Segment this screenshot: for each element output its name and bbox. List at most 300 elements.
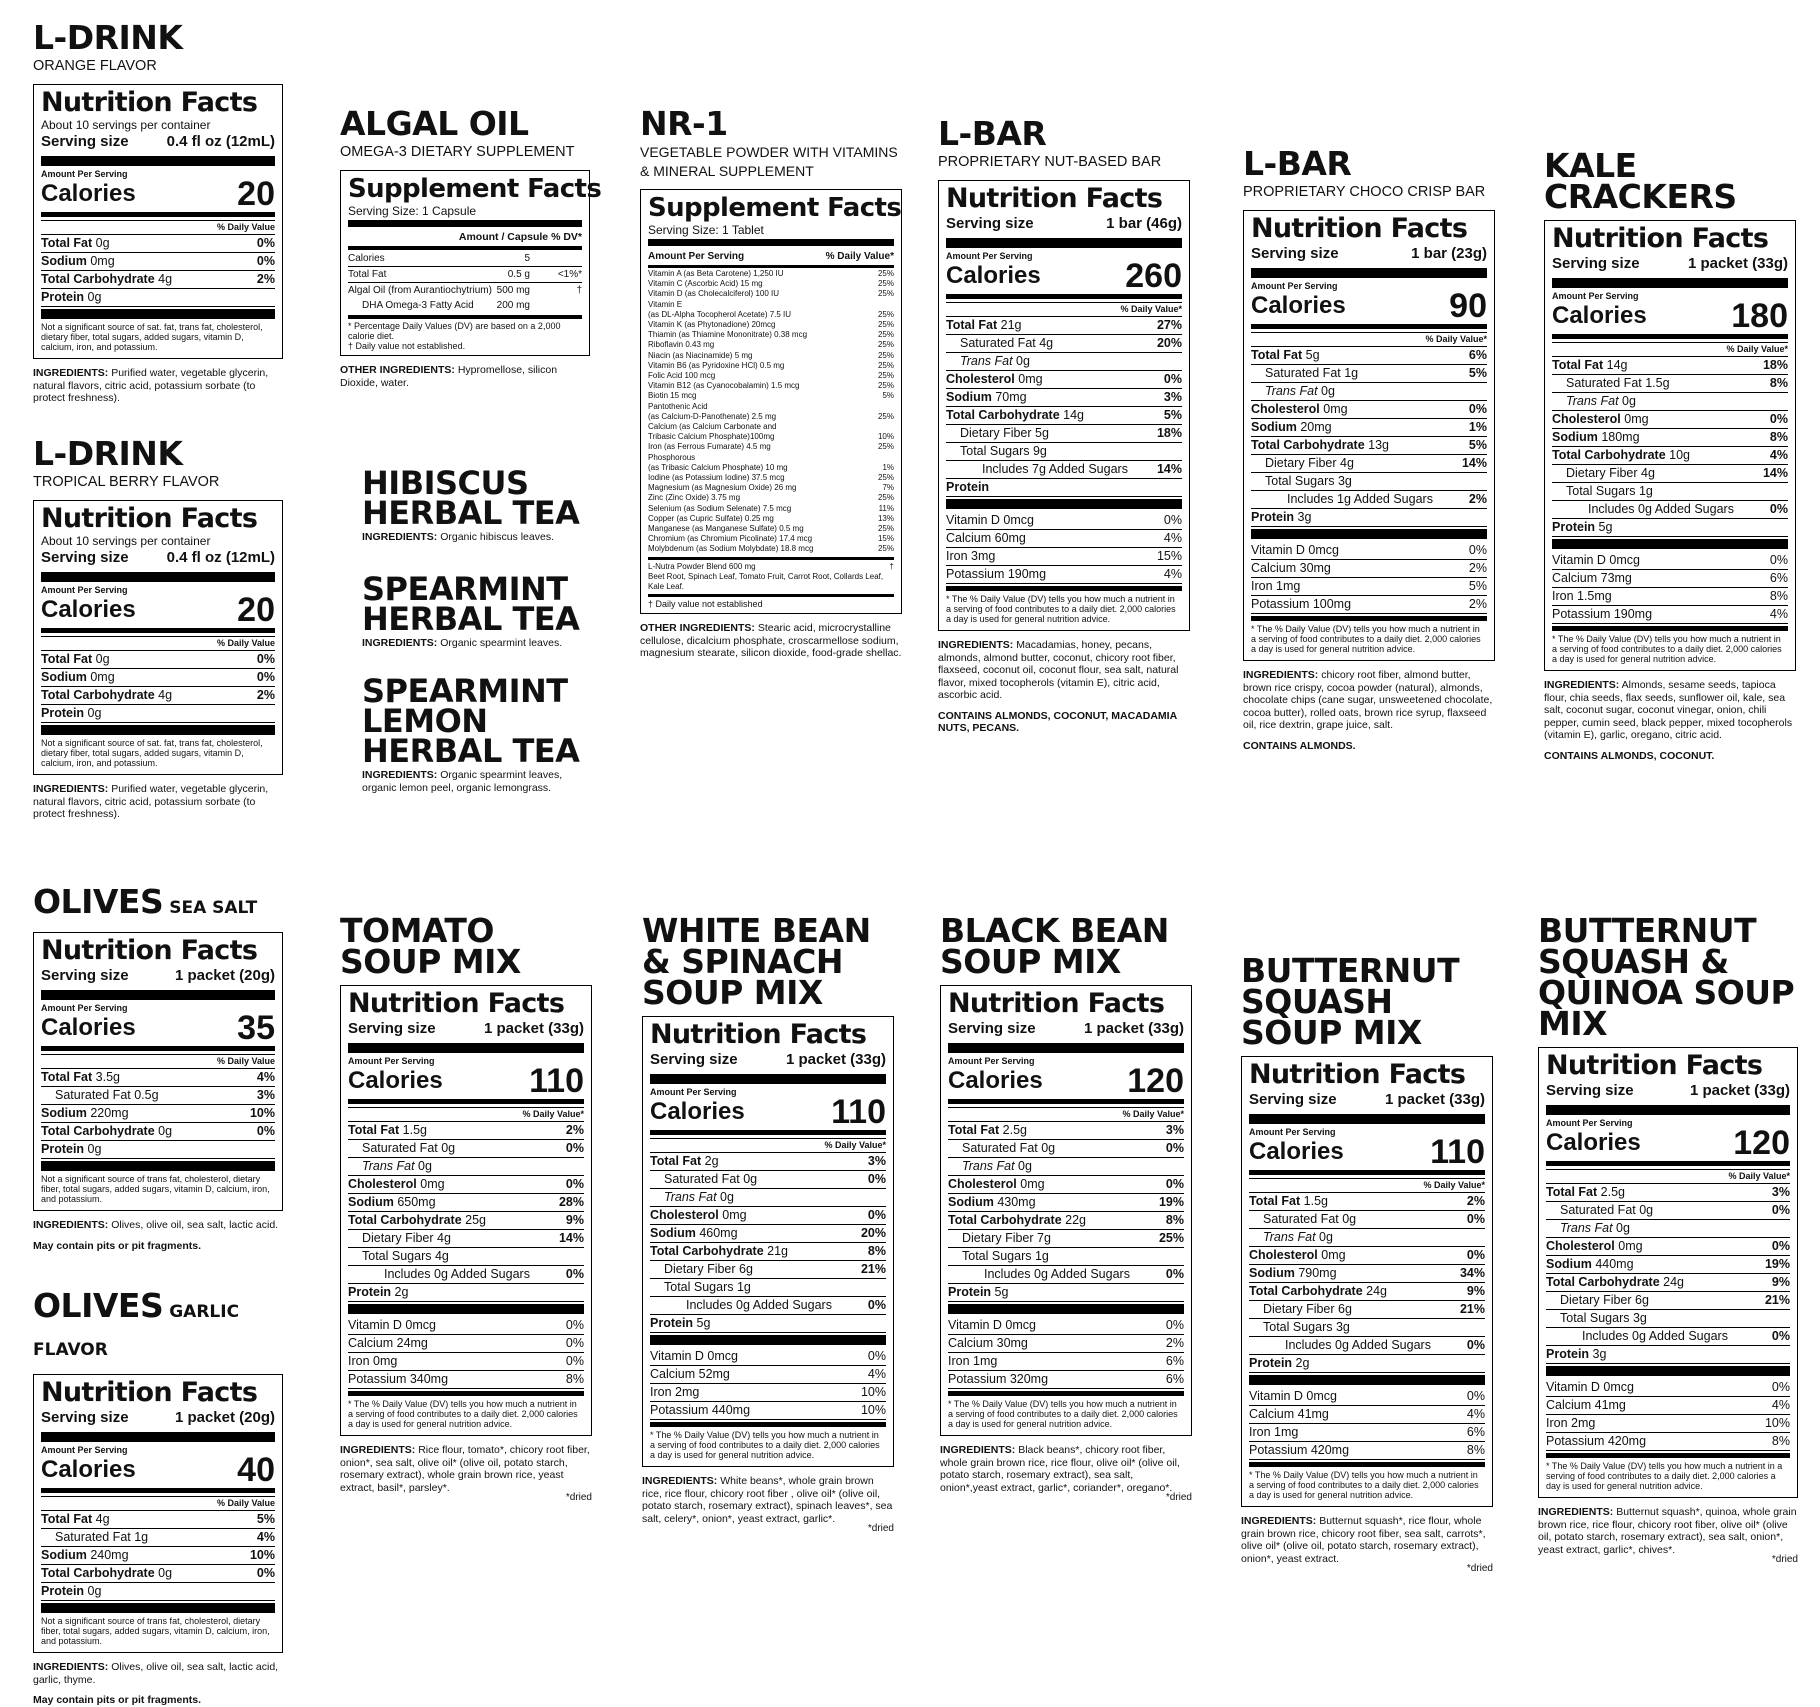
- divider-medium: [650, 1422, 886, 1427]
- vitamin-row: [1251, 596, 1487, 614]
- nutrient-row: [1546, 1238, 1790, 1256]
- ingredients-text: Organic spearmint leaves.: [440, 637, 563, 649]
- nutrient-name: [948, 1158, 1032, 1175]
- amount-per-serving: Amount Per Serving: [348, 1056, 435, 1066]
- calories-value: 110: [831, 1093, 886, 1131]
- nutrient-row: [1546, 1256, 1790, 1274]
- nutrient-amount: 4g: [437, 1231, 451, 1245]
- footnote: Not a significant source of trans fat, cholesterol, dietary fiber, total sugars, added sugars, vitamin D, calcium, iron, and potassium.: [41, 1174, 270, 1204]
- nutrient-amount: 1g: [134, 1530, 149, 1544]
- nutrient-dv: 28%: [558, 1195, 584, 1209]
- vitamin-name: Potassium 420mg: [1249, 1443, 1350, 1457]
- dv-footnote: * The % Daily Value (DV) tells you how much a nutrient in a serving of food contributes to a daily diet. 2,000 calories a day is used for general nutrition advice.: [650, 1430, 880, 1460]
- vitamin-row: [1251, 542, 1487, 560]
- blend: [648, 562, 894, 593]
- product-title: TOMATO SOUP MIX: [340, 911, 521, 981]
- nutrient-label: Total Fat: [650, 1154, 702, 1168]
- calories-label: Calories: [1552, 302, 1647, 329]
- ingredients-text: Olives, olive oil, sea salt, lactic acid.: [111, 1219, 279, 1231]
- supplement-rows: [648, 269, 894, 555]
- nutrient-name: [946, 371, 1043, 388]
- nutrient-name: [1251, 383, 1335, 400]
- supplement-dv: 25%: [877, 381, 894, 391]
- dv-footnote: * The % Daily Value (DV) tells you how much a nutrient in a serving of food contributes to a daily diet. 2,000 calories a day is used for general nutrition advice.: [348, 1399, 578, 1429]
- nutrient-label: Total Carbohydrate: [41, 272, 155, 286]
- footnote: Not a significant source of sat. fat, trans fat, cholesterol, dietary fiber, total sugars, added sugars, vitamin D, calcium, iron, and potassium.: [41, 738, 263, 768]
- nutrient-dv: 6%: [1468, 348, 1487, 362]
- nutrient-name: [1249, 1283, 1387, 1300]
- nutrient-row: [348, 1230, 584, 1248]
- nutrient-row: [41, 705, 275, 723]
- serving-size-value: 1 packet (20g): [174, 967, 275, 984]
- nutrient-dv: 10%: [249, 1548, 275, 1562]
- nutrient-name: [41, 1069, 120, 1086]
- nutrient-label: Protein: [41, 1142, 85, 1156]
- vitamin-dv: 4%: [1163, 531, 1182, 545]
- product-title: KALE CRACKERS: [1544, 146, 1737, 216]
- nutrient-label: Protein: [348, 1285, 392, 1299]
- nutrient-amount: 3g: [1297, 510, 1312, 524]
- calories-value: 120: [1127, 1062, 1184, 1100]
- nutrient-dv: 0%: [1771, 1239, 1790, 1253]
- calories-value: 110: [1430, 1133, 1485, 1171]
- daily-value-header: % Daily Value: [41, 1054, 275, 1069]
- nutrient-label: Trans Fat: [664, 1190, 717, 1204]
- nutrient-name: [41, 253, 115, 270]
- nutrient-amount: 0g: [1319, 1230, 1333, 1244]
- nutrient-label: Total Carbohydrate: [348, 1213, 462, 1227]
- vitamin-dv: 2%: [1468, 597, 1487, 611]
- vitamin-name: Vitamin D 0mcg: [650, 1349, 738, 1363]
- divider-thick: [41, 1432, 275, 1442]
- supplement-row: [648, 514, 894, 524]
- nutrient-row: [41, 687, 275, 705]
- nutrient-amount: 790mg: [1298, 1266, 1337, 1280]
- footnote: † Daily value not established: [648, 599, 763, 610]
- nutrient-row: [946, 317, 1182, 335]
- nutrition-facts-panel: [33, 932, 283, 1211]
- divider-medium: [348, 1391, 584, 1396]
- nutrient-amount: 0mg: [90, 670, 115, 684]
- product-name: OLIVES: [33, 1286, 164, 1325]
- ingredients-label: INGREDIENTS:: [938, 639, 1014, 651]
- divider-medium: [1249, 1462, 1485, 1467]
- nutrient-amount: 14g: [1063, 408, 1085, 422]
- divider-thick: [1251, 268, 1487, 278]
- nutrient-name: [1249, 1355, 1309, 1372]
- footnote: Not a significant source of trans fat, cholesterol, dietary fiber, total sugars, added sugars, vitamin D, calcium, iron, and potassium.: [41, 1616, 270, 1646]
- ingredients-text: Rice flour, tomato*, chicory root fiber, onion*, sea salt, olive oil* (olive oil, potato starch, rosemary extract), whole grain brown rice, yeast extract, basil*, parsley*.: [340, 1444, 590, 1494]
- nutrient-dv: 0%: [1466, 1212, 1485, 1226]
- product-title: [33, 1286, 283, 1366]
- nutrient-row: [41, 271, 275, 289]
- supplement-name: Total Fat: [348, 269, 387, 280]
- nutrient-amount: 24g: [1366, 1284, 1388, 1298]
- dried-note: *dried: [1466, 1563, 1493, 1574]
- nutrient-dv: 5%: [1468, 366, 1487, 380]
- footnote: Not a significant source of sat. fat, trans fat, cholesterol, dietary fiber, total sugars, added sugars, vitamin D, calcium, iron, and potassium.: [41, 322, 263, 352]
- nutrient-label: Protein: [41, 290, 85, 304]
- nutrient-amount: 21g: [767, 1244, 789, 1258]
- vitamin-row: [1552, 552, 1788, 570]
- supplement-dv: 7%: [882, 483, 894, 493]
- ingredients-text: Macadamias, honey, pecans, almonds, almond butter, coconut, chicory root fiber, flaxseed, coconut oil, coconut flour, sea salt, natural flavor, mixed tocopherols (vitamin E), citric acid, ascorbic acid.: [938, 639, 1179, 701]
- nutrient-name: [948, 1176, 1045, 1193]
- serving-size-label: Serving size: [41, 133, 129, 150]
- nutrient-dv: 14%: [1762, 466, 1788, 480]
- nutrient-label: Dietary Fiber: [664, 1262, 736, 1276]
- nutrient-label: Sodium: [948, 1195, 994, 1209]
- serving-size-value: 1 packet (33g): [1384, 1091, 1485, 1108]
- supplement-amount: 500 mg: [496, 285, 530, 296]
- calories-value: 110: [529, 1062, 584, 1100]
- nutrition-facts-heading: Nutrition Facts: [348, 988, 565, 1019]
- vitamin-row: [1249, 1424, 1485, 1442]
- divider-thick: [41, 156, 275, 166]
- nutrient-name: [1249, 1265, 1337, 1282]
- serving-size-label: Serving size: [946, 215, 1034, 232]
- divider-thick: [1552, 278, 1788, 288]
- vitamin-dv: 6%: [1769, 571, 1788, 585]
- product-subtitle: TROPICAL BERRY FLAVOR: [33, 474, 220, 490]
- supplement-name: Vitamin E: [648, 299, 683, 309]
- nutrient-row: [1552, 375, 1788, 393]
- nutrient-label: Total Fat: [41, 1512, 93, 1526]
- ingredients-label: INGREDIENTS:: [362, 769, 438, 781]
- nutrient-row: [1251, 347, 1487, 365]
- nutrient-amount: 0g: [87, 290, 102, 304]
- nutrient-amount: 22g: [1065, 1213, 1087, 1227]
- product-subtitle: VEGETABLE POWDER WITH VITAMINS & MINERAL SUPPLEMENT: [640, 144, 898, 179]
- nutrient-row: [1251, 365, 1487, 383]
- nutrient-label: Total Carbohydrate: [1249, 1284, 1363, 1298]
- nutrient-label: Cholesterol: [1249, 1248, 1318, 1262]
- ingredients: [33, 1219, 283, 1252]
- nutrient-row: [650, 1315, 886, 1333]
- nutrient-name: [1251, 401, 1348, 418]
- daily-value-header: % Daily Value: [41, 220, 275, 235]
- servings-per-container: About 10 servings per container: [41, 118, 211, 132]
- vitamin-name: Potassium 190mg: [1552, 607, 1653, 621]
- ingredients-text: Stearic acid, microcrystalline cellulose, dicalcium phosphate, croscarmellose sodium, magnesium stearate, silicon dioxide, food-grade shellac.: [640, 622, 902, 660]
- supplement-row: [648, 504, 894, 514]
- nutrient-label: Includes 0g Added Sugars: [1285, 1338, 1431, 1352]
- nutrition-facts-heading: Nutrition Facts: [946, 183, 1163, 214]
- vitamin-dv: 0%: [1165, 1318, 1184, 1332]
- vitamin-dv: 4%: [1771, 1398, 1790, 1412]
- nutrient-amount: 4g: [158, 272, 173, 286]
- nutrient-dv: 25%: [1158, 1231, 1184, 1245]
- supplement-name: Riboflavin 0.43 mg: [648, 340, 715, 350]
- nutrient-dv: 0%: [1468, 402, 1487, 416]
- supplement-dv: 25%: [877, 340, 894, 350]
- vitamin-name: Vitamin D 0mcg: [1249, 1389, 1337, 1403]
- product-name: OLIVES: [33, 882, 164, 921]
- nutrient-row: [1546, 1202, 1790, 1220]
- nutrient-dv: 3%: [1163, 390, 1182, 404]
- nutrient-label: Sodium: [1552, 430, 1598, 444]
- nutrient-dv: 3%: [1165, 1123, 1184, 1137]
- vitamin-row: [650, 1402, 886, 1420]
- nutrient-label: Total Fat: [41, 236, 93, 250]
- nutrient-label: Saturated Fat: [1560, 1203, 1636, 1217]
- vitamin-dv: 0%: [1466, 1389, 1485, 1403]
- ingredients-label: INGREDIENTS:: [33, 1661, 109, 1673]
- nutrient-name: [1249, 1193, 1328, 1210]
- nutrient-name: [41, 1529, 148, 1546]
- nutrition-facts-panel: [1241, 1056, 1493, 1507]
- supplement-name: Pantothenic Acid: [648, 401, 708, 411]
- divider-thick: [41, 309, 275, 319]
- supplement-row: [348, 251, 582, 266]
- nutrient-amount: 0g: [158, 1124, 173, 1138]
- nutrient-amount: 460mg: [699, 1226, 738, 1240]
- calories-label: Calories: [41, 596, 136, 623]
- product-lbar-nut: [938, 114, 1190, 735]
- vitamin-name: Calcium 30mg: [948, 1336, 1028, 1350]
- daily-value-header: % Daily Value: [41, 1496, 275, 1511]
- divider-medium: [946, 586, 1182, 591]
- divider-thick: [41, 1603, 275, 1613]
- product-flavor: GARLIC FLAVOR: [33, 1302, 240, 1360]
- calories-label: Calories: [1546, 1129, 1641, 1156]
- supplement-row: [648, 463, 894, 473]
- supplement-row: [648, 289, 894, 299]
- nutrient-dv: 0%: [1165, 1141, 1184, 1155]
- divider: [348, 246, 582, 250]
- nutrient-amount: 21g: [1000, 318, 1022, 332]
- vitamin-row: [946, 566, 1182, 584]
- nutrient-label: Saturated Fat: [362, 1141, 438, 1155]
- ingredients-text: Purified water, vegetable glycerin, natural flavors, citric acid, potassium sorbate (to protect freshness).: [33, 367, 269, 404]
- divider-thick: [1546, 1105, 1790, 1115]
- divider-thick: [41, 1161, 275, 1171]
- divider-medium: [1546, 1453, 1790, 1458]
- nutrient-label: Total Fat: [1251, 348, 1303, 362]
- nutrient-dv: 0%: [256, 670, 275, 684]
- nutrient-name: [41, 289, 101, 306]
- supplement-name: Phosphorous: [648, 452, 696, 462]
- nutrient-row: [946, 389, 1182, 407]
- serving-size: [948, 1019, 1184, 1041]
- vitamin-name: Vitamin D 0mcg: [348, 1318, 436, 1332]
- supplement-values: [524, 251, 582, 266]
- nutrient-dv: 0%: [867, 1298, 886, 1312]
- nutrient-label: Total Carbohydrate: [41, 688, 155, 702]
- nutrient-label: Trans Fat: [1566, 394, 1619, 408]
- nutrient-amount: 0g: [87, 1584, 102, 1598]
- product-tomato-soup: [340, 911, 592, 1503]
- nutrient-label: Trans Fat: [362, 1159, 415, 1173]
- nutrient-row: [1249, 1193, 1485, 1211]
- supplement-row: [648, 381, 894, 391]
- vitamin-name: Vitamin D 0mcg: [1251, 543, 1339, 557]
- product-title: BUTTERNUT SQUASH SOUP MIX: [1241, 951, 1460, 1052]
- nutrient-dv: 9%: [1466, 1284, 1485, 1298]
- supplement-dv: 5%: [882, 391, 894, 401]
- calories-row: [946, 257, 1182, 295]
- nutrient-name: [948, 1266, 1130, 1283]
- nutrient-amount: 10g: [1669, 448, 1691, 462]
- nutrient-name: [41, 705, 101, 722]
- supplement-row: [648, 524, 894, 534]
- supplement-dv: 25%: [877, 442, 894, 452]
- nutrient-label: Saturated Fat: [664, 1172, 740, 1186]
- nutrient-row: [348, 1248, 584, 1266]
- supplement-dv: 25%: [877, 350, 894, 360]
- nutrient-name: [348, 1122, 427, 1139]
- nutrient-amount: 3g: [1335, 1320, 1350, 1334]
- nutrient-name: [650, 1279, 751, 1296]
- nutrient-row: [41, 253, 275, 271]
- ingredients: [33, 783, 283, 821]
- product-blackbean-soup: [940, 911, 1192, 1503]
- nutrition-facts-heading: Nutrition Facts: [1249, 1059, 1466, 1090]
- product-title: L-DRINK: [33, 18, 183, 57]
- nutrient-amount: 2g: [394, 1285, 409, 1299]
- nutrient-amount: 5g: [994, 1285, 1009, 1299]
- ingredients-text: Organic hibiscus leaves.: [440, 531, 554, 543]
- ingredients: [362, 531, 592, 544]
- nutrient-amount: 1.5g: [1303, 1194, 1328, 1208]
- vitamin-row: [1546, 1379, 1790, 1397]
- serving-size-label: Serving size: [1546, 1082, 1634, 1099]
- nutrient-amount: 2.5g: [1002, 1123, 1027, 1137]
- calories-row: [948, 1062, 1184, 1100]
- nutrient-dv: 0%: [565, 1267, 584, 1281]
- supplement-row: [648, 361, 894, 371]
- nutrient-name: [1249, 1301, 1352, 1318]
- nutrient-row: [348, 1284, 584, 1302]
- nutrient-row: [348, 1140, 584, 1158]
- divider: [648, 557, 894, 560]
- nutrient-name: [946, 461, 1128, 478]
- amount-per-serving: Amount Per Serving: [41, 1003, 128, 1013]
- ingredients: [1241, 1515, 1493, 1565]
- nutrient-row: [1546, 1292, 1790, 1310]
- nutrient-name: [1546, 1328, 1728, 1345]
- column-right: % Daily Value*: [825, 251, 894, 262]
- serving-size-label: Serving size: [41, 967, 129, 984]
- ingredients-label: INGREDIENTS:: [33, 367, 109, 379]
- nutrient-label: Trans Fat: [962, 1159, 1015, 1173]
- daily-value-header: % Daily Value*: [1251, 332, 1487, 347]
- vitamin-dv: 8%: [1769, 589, 1788, 603]
- nutrient-dv: 4%: [1769, 448, 1788, 462]
- supplement-name: Molybdenum (as Sodium Molybdate) 18.8 mcg: [648, 544, 814, 554]
- nutrient-name: [1552, 357, 1628, 374]
- nutrient-amount: 1g: [1344, 366, 1359, 380]
- supplement-name: Vitamin D (as Cholecalciferol) 100 IU: [648, 289, 780, 299]
- nutrient-amount: 0g: [441, 1141, 456, 1155]
- nutrient-amount: 13g: [1368, 438, 1390, 452]
- nutrient-dv: 27%: [1156, 318, 1182, 332]
- vitamin-row: [1546, 1397, 1790, 1415]
- allergen-statement: May contain pits or pit fragments.: [33, 1694, 202, 1706]
- dried-note: *dried: [867, 1523, 894, 1534]
- vitamin-row: [1552, 570, 1788, 588]
- ingredients-label: INGREDIENTS:: [1544, 679, 1620, 691]
- serving-size-label: Serving size: [1552, 255, 1640, 272]
- nutrient-row: [41, 1547, 275, 1565]
- nutrient-amount: 1.5g: [402, 1123, 427, 1137]
- nutrient-name: [946, 443, 1047, 460]
- amount-per-serving: Amount Per Serving: [650, 1087, 737, 1097]
- nutrient-name: [946, 317, 1022, 334]
- nutrient-name: [946, 407, 1084, 424]
- nutrient-label: Dietary Fiber: [1566, 466, 1638, 480]
- nutrient-amount: 0g: [418, 1159, 432, 1173]
- vitamin-dv: 0%: [1769, 553, 1788, 567]
- nutrient-label: Cholesterol: [348, 1177, 417, 1191]
- nutrient-row: [348, 1266, 584, 1284]
- calories-row: [348, 1062, 584, 1100]
- supplement-row: [648, 330, 894, 340]
- serving-size-value: 1 packet (33g): [1083, 1020, 1184, 1037]
- nutrient-row: [948, 1176, 1184, 1194]
- supplement-row: [648, 453, 894, 463]
- serving-size-label: Serving size: [650, 1051, 738, 1068]
- nutrient-dv: 14%: [1461, 456, 1487, 470]
- nutrient-label: Saturated Fat: [55, 1088, 131, 1102]
- calories-value: 35: [237, 1009, 275, 1047]
- nutrition-facts-heading: Nutrition Facts: [948, 988, 1165, 1019]
- divider-thick: [948, 1043, 1184, 1053]
- nutrient-dv: 0%: [256, 1124, 275, 1138]
- nutrient-row: [1249, 1355, 1485, 1373]
- vitamin-row: [1552, 606, 1788, 624]
- calories-label: Calories: [348, 1067, 443, 1094]
- supplement-row: [648, 493, 894, 503]
- nutrient-label: Trans Fat: [1560, 1221, 1613, 1235]
- nutrient-label: Saturated Fat: [1265, 366, 1341, 380]
- supplement-row: [648, 351, 894, 361]
- supplement-dv: 25%: [877, 269, 894, 278]
- product-quinoa-soup: [1538, 911, 1798, 1565]
- product-kale-crackers: [1544, 146, 1796, 762]
- nutrient-label: Total Carbohydrate: [1251, 438, 1365, 452]
- divider-thick: [41, 572, 275, 582]
- calories-row: [1546, 1124, 1790, 1162]
- supplement-dv: 25%: [877, 371, 894, 381]
- blend-name: L-Nutra Powder Blend 600 mg: [648, 561, 756, 571]
- nutrient-row: [1552, 519, 1788, 537]
- serving-size: [1251, 244, 1487, 266]
- vitamin-row: [1546, 1415, 1790, 1433]
- supplement-dv: 25%: [877, 320, 894, 330]
- nutrient-name: [1249, 1211, 1356, 1228]
- vitamin-row: [948, 1335, 1184, 1353]
- supplement-dv: 10%: [877, 432, 894, 442]
- amount-per-serving: Amount Per Serving: [948, 1056, 1035, 1066]
- vitamin-dv: 6%: [1165, 1372, 1184, 1386]
- product-spearmint-tea: [362, 570, 592, 650]
- nutrient-label: Total Sugars: [1265, 474, 1335, 488]
- nutrient-amount: 70mg: [995, 390, 1027, 404]
- nutrient-dv: 21%: [860, 1262, 886, 1276]
- nutrient-row: [650, 1261, 886, 1279]
- nutrient-label: Total Carbohydrate: [1552, 448, 1666, 462]
- nutrient-amount: 6g: [739, 1262, 753, 1276]
- calories-row: [650, 1093, 886, 1131]
- nutrient-amount: 2.5g: [1600, 1185, 1625, 1199]
- nutrition-facts-panel: [33, 84, 283, 359]
- serving-size: [348, 1019, 584, 1041]
- nutrient-amount: 0mg: [1018, 372, 1043, 386]
- nutrient-row: [946, 425, 1182, 443]
- vitamin-name: Iron 2mg: [1546, 1416, 1596, 1430]
- serving-size: [41, 132, 275, 154]
